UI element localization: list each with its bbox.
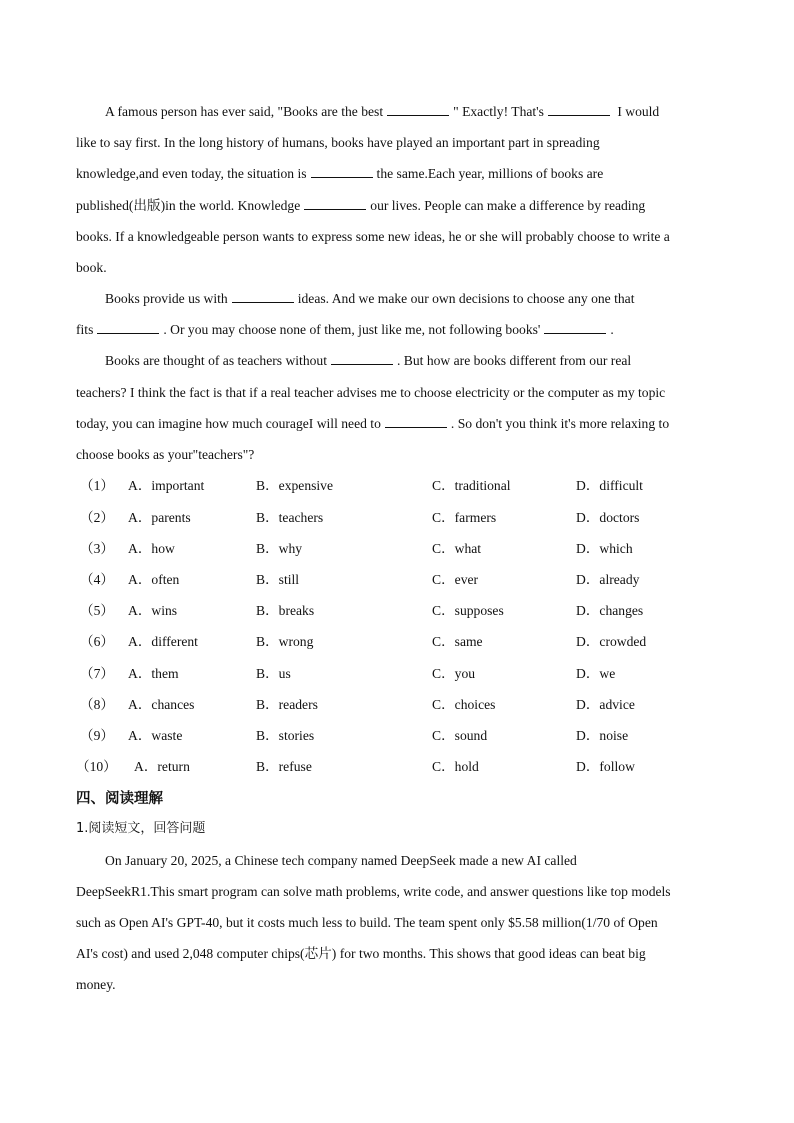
option-b: B．why: [256, 541, 303, 556]
passage-line-2: [76, 134, 600, 152]
passage-text: choose books as your"teachers"?: [76, 447, 255, 462]
section-heading: 四、阅读理解: [76, 791, 163, 807]
question-row: [76, 665, 726, 683]
question-number: （10）: [76, 759, 117, 774]
option-c: C．sound: [432, 728, 488, 743]
passage-text: today, you can imagine how much courageI will need to: [76, 416, 381, 431]
question-row: [76, 696, 726, 714]
option-d: D．we: [576, 666, 616, 681]
question-number: （4）: [80, 572, 114, 587]
passage-text: I would: [613, 104, 660, 119]
question-row: [76, 571, 726, 589]
answer-blank-5: [232, 290, 294, 303]
passage-text: book.: [76, 260, 107, 275]
passage-text: knowledge,and even today, the situation is: [76, 166, 307, 181]
question-row: [76, 633, 726, 651]
option-c: C．ever: [432, 572, 479, 587]
question-number: （5）: [80, 603, 114, 618]
option-a: A．different: [128, 634, 198, 649]
answer-blank-6: [97, 321, 159, 334]
option-a: A．return: [134, 759, 190, 774]
passage-text: fits: [76, 322, 94, 337]
question-row: [76, 477, 726, 495]
option-c: C．you: [432, 666, 476, 681]
passage-line-9: [105, 352, 631, 370]
passage-text: books. If a knowledgeable person wants to express some new ideas, he or she will probably choose to write a: [76, 229, 670, 244]
passage-text: " Exactly! That's: [453, 104, 544, 119]
option-b: B．teachers: [256, 510, 324, 525]
answer-blank-4: [304, 197, 366, 210]
option-a: A．them: [128, 666, 179, 681]
option-b: B．refuse: [256, 759, 312, 774]
passage-line-12: [76, 446, 254, 464]
passage-line-10: [76, 384, 665, 402]
answer-blank-1: [387, 103, 449, 116]
option-d: D．noise: [576, 728, 629, 743]
option-c: C．hold: [432, 759, 479, 774]
option-d: D．which: [576, 541, 633, 556]
option-a: A．wins: [128, 603, 178, 618]
option-c: C．same: [432, 634, 483, 649]
passage-line-7: [105, 290, 634, 308]
option-b: B．breaks: [256, 603, 315, 618]
reading-line-4: AI's cost) and used 2,048 computer chips(芯片) for two months. This shows that good ideas can beat big: [76, 946, 646, 961]
option-d: D．follow: [576, 759, 635, 774]
passage-line-4: [76, 197, 645, 215]
question-row: [76, 509, 726, 527]
passage-text: the same.Each year, millions of books are: [376, 166, 604, 181]
reading-line-2: DeepSeekR1.This smart program can solve math problems, write code, and answer questions like top models: [76, 884, 671, 899]
option-c: C．farmers: [432, 510, 497, 525]
question-number: （2）: [80, 510, 114, 525]
reading-line-5: money.: [76, 977, 116, 992]
answer-blank-7: [544, 321, 606, 334]
passage-line-1: [105, 103, 659, 121]
passage-text: . So don't you think it's more relaxing to: [450, 416, 670, 431]
option-a: A．important: [128, 478, 205, 493]
question-number: （8）: [80, 697, 114, 712]
question-row: [76, 540, 726, 558]
passage-text: teachers? I think the fact is that if a real teacher advises me to choose electricity or the computer as my topic: [76, 385, 666, 400]
option-a: A．chances: [128, 697, 195, 712]
option-b: B．expensive: [256, 478, 334, 493]
passage-line-3: [76, 165, 603, 183]
question-number: （6）: [80, 634, 114, 649]
option-d: D．crowded: [576, 634, 647, 649]
question-row: [76, 727, 726, 745]
passage-text: our lives. People can make a difference by reading: [370, 198, 646, 213]
passage-text: ideas. And we make our own decisions to choose any one that: [297, 291, 635, 306]
passage-text: published(出版)in the world. Knowledge: [76, 198, 301, 213]
option-b: B．readers: [256, 697, 318, 712]
question-number: （7）: [80, 666, 114, 681]
question-row: [76, 602, 726, 620]
section-subheading: 1.阅读短文，回答问题: [76, 821, 206, 836]
passage-text: . But how are books different from our real: [396, 353, 632, 368]
answer-blank-8: [331, 352, 393, 365]
answer-blank-9: [385, 415, 447, 428]
option-c: C．supposes: [432, 603, 504, 618]
passage-line-11: [76, 415, 669, 433]
question-number: （3）: [80, 541, 114, 556]
option-c: C．choices: [432, 697, 496, 712]
question-number: （9）: [80, 728, 114, 743]
passage-text: A famous person has ever said, "Books are the best: [105, 104, 384, 119]
option-c: C．traditional: [432, 478, 511, 493]
option-b: B．still: [256, 572, 300, 587]
option-a: A．waste: [128, 728, 183, 743]
option-b: B．stories: [256, 728, 315, 743]
option-a: A．parents: [128, 510, 191, 525]
option-c: C．what: [432, 541, 482, 556]
passage-line-5: [76, 228, 670, 246]
option-d: D．doctors: [576, 510, 640, 525]
option-d: D．already: [576, 572, 640, 587]
option-d: D．changes: [576, 603, 644, 618]
passage-line-6: [76, 259, 107, 277]
option-b: B．wrong: [256, 634, 314, 649]
reading-line-3: such as Open AI's GPT-40, but it costs much less to build. The team spent only $5.58 million(1/70 of Open: [76, 915, 658, 930]
option-d: D．difficult: [576, 478, 643, 493]
option-d: D．advice: [576, 697, 635, 712]
option-b: B．us: [256, 666, 291, 681]
passage-text: Books are thought of as teachers without: [105, 353, 327, 368]
question-number: （1）: [80, 478, 114, 493]
option-a: A．often: [128, 572, 180, 587]
passage-line-8: [76, 321, 614, 339]
answer-blank-3: [311, 165, 373, 178]
passage-text: .: [610, 322, 614, 337]
question-row: [76, 758, 726, 776]
passage-text: like to say first. In the long history of humans, books have played an important part in spreading: [76, 135, 600, 150]
passage-text: Books provide us with: [105, 291, 228, 306]
passage-text: . Or you may choose none of them, just like me, not following books': [163, 322, 541, 337]
answer-blank-2: [548, 103, 610, 116]
option-a: A．how: [128, 541, 175, 556]
reading-line-1: On January 20, 2025, a Chinese tech company named DeepSeek made a new AI called: [105, 853, 577, 868]
